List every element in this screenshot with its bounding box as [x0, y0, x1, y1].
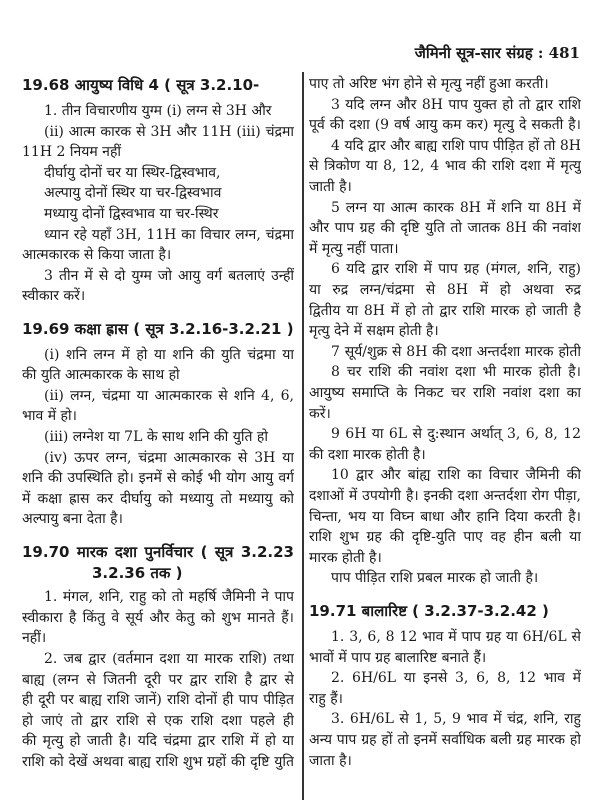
text-line: 1. तीन विचारणीय युग्म (i) लग्न से 3H और — [44, 103, 272, 119]
section-heading-19-71: 19.71 बालारिष्ट ( 3.2.37-3.2.42 ) — [309, 602, 549, 620]
text-line: (iv) ऊपर लग्न, चंद्रमा आत्मकारक से 3H या — [44, 450, 294, 466]
text-line: बाह्य (लग्न से जितनी दूरी पर द्वार राशि है द्वार से — [22, 672, 294, 688]
text-line: 3 तीन में से दो युग्म जो आयु वर्ग बतलाएं उन्हीं — [44, 268, 294, 284]
text-line: अल्पायु बना देता है। — [22, 511, 123, 527]
text-line: ध्यान रहे यहाँ 3H, 11H का विचार लग्न, चंद्रमा — [44, 227, 294, 243]
text-line: 11H 2 नियम नहीं — [22, 144, 121, 160]
text-line: भाव में हो। — [22, 408, 77, 424]
text-line: राहु हैं। — [309, 691, 343, 707]
text-line: राशि शुभ ग्रह की दृष्टि-युति पाए वह हीन बली या — [309, 529, 581, 545]
text-line: मारक होती है। — [309, 550, 382, 566]
text-line: आत्मकारक से किया जाता है। — [22, 247, 172, 263]
text-line: में कक्षा ह्रास कर दीर्घायु को मध्यायु तो मध्यायु को — [22, 491, 294, 507]
text-line: (ii) लग्न, चंद्रमा या आत्मकारक से शनि 4, 6, — [44, 388, 294, 404]
section-heading-19-70: 19.70 मारक दशा पुनर्विचार ( सूत्र 3.2.23 — [22, 543, 294, 561]
text-line: शनि की उपस्थिति हो। इनमें से कोई भी योग आयु वर्ग — [22, 470, 294, 486]
text-line: स्वीकार करें। — [22, 288, 86, 304]
text-line: की दशा मारक होती है। — [309, 447, 426, 463]
text-line: 8 चर राशि की नवांश दशा भी मारक होती है। — [331, 364, 581, 380]
text-line: हो जाएं तो द्वार राशि से एक राशि दशा पहले ही — [22, 713, 294, 729]
text-line: 7 सूर्य/शुक्र से 8H की दशा अन्तर्दशा मारक होती — [331, 344, 581, 360]
running-header: जैमिनी सूत्र-सार संग्रह : 481 — [414, 44, 580, 62]
section-heading-19-70-cont: 3.2.36 तक ) — [92, 564, 183, 582]
text-line: से त्रिकोण या 8, 12, 4 भाव की राशि दशा में मृत्यु — [309, 158, 581, 174]
text-line: जाती है। — [309, 179, 352, 195]
text-line: 5 लग्न या आत्म कारक 8H में शनि या 8H में — [331, 200, 581, 216]
text-line: और पाप ग्रह की दृष्टि युति तो जातक 8H की नवांश — [309, 220, 581, 236]
text-line: पाए तो अरिष्ट भंग होने से मृत्यु नहीं हुआ करती। — [309, 76, 549, 92]
text-line: 9 6H या 6L से दु:स्थान अर्थात् 3, 6, 8, 12 — [331, 426, 581, 442]
text-line: स्वीकारा है किंतु वे सूर्य और केतु को शुभ मानते हैं। — [22, 610, 294, 626]
text-line: भावों में पाप ग्रह बालारिष्ट बनाते हैं। — [309, 650, 487, 666]
section-heading-19-69: 19.69 कक्षा ह्रास ( सूत्र 3.2.16-3.2.21 ) — [22, 320, 294, 338]
text-line: राशि को देखें अथवा बाह्य राशि शुभ ग्रहों की दृष्टि युति — [22, 754, 294, 770]
text-line: 3. 6H/6L से 1, 5, 9 भाव में चंद्र, शनि, राहु — [331, 711, 581, 727]
text-line: में मृत्यु नहीं पाता। — [309, 241, 399, 257]
text-line: 2. जब द्वार (वर्तमान दशा या मारक राशि) तथा — [44, 651, 294, 667]
text-line: पाप पीड़ित राशि प्रबल मारक हो जाती है। — [331, 570, 539, 586]
text-line: आयुष्य समाप्ति के निकट चर राशि नवांश दशा का — [309, 385, 581, 401]
text-line: 10 द्वार और बांह्य राशि का विचार जैमिनी की — [331, 467, 581, 483]
text-line: अल्पायु दोनों स्थिर या चर-द्विस्वभाव — [44, 185, 222, 201]
text-line: 4 यदि द्वार और बाह्य राशि पाप पीड़ित हों तो 8H — [331, 138, 581, 154]
text-line: अन्य पाप ग्रह हों तो इनमें सर्वाधिक बली ग्रह मारक हो — [309, 732, 581, 748]
text-line: दीर्घायु दोनों चर या स्थिर-द्विस्वभाव, — [44, 165, 221, 181]
text-line: करें। — [309, 406, 331, 422]
text-line: द्वितीय या 8H में हो तो द्वार राशि मारक हो जाती है — [309, 303, 581, 319]
section-heading-19-68: 19.68 आयुष्य विधि 4 ( सूत्र 3.2.10- — [22, 76, 260, 94]
text-line: 2. 6H/6L या इनसे 3, 6, 8, 12 भाव में — [331, 670, 581, 686]
text-line: मध्यायु दोनों द्विस्वभाव या चर-स्थिर — [44, 206, 219, 222]
text-line: ही दूरी पर बाह्य राशि जानें) राशि दोनों ही पाप पीड़ित — [22, 692, 294, 708]
column-divider — [302, 72, 304, 800]
text-line: 3 यदि लग्न और 8H पाप युक्त हो तो द्वार राशि — [331, 97, 581, 113]
text-line: नहीं। — [22, 630, 47, 646]
text-line: मृत्यु देने में सक्षम होती है। — [309, 323, 439, 339]
text-line: की मृत्यु हो जाती है। यदि चंद्रमा द्वार राशि में हो या — [22, 733, 294, 749]
text-line: 1. 3, 6, 8 12 भाव में पाप ग्रह या 6H/6L से — [331, 629, 581, 645]
text-line: चिन्ता, भय या विघ्न बाधा और हानि दिया करती है। — [309, 509, 581, 525]
text-line: 6 यदि द्वार राशि में पाप ग्रह (मंगल, शनि, राहु) — [331, 261, 581, 277]
text-line: जाता है। — [309, 753, 352, 769]
text-line: 1. मंगल, शनि, राहु को तो महर्षि जैमिनी ने पाप — [44, 589, 294, 605]
text-line: (i) शनि लग्न में हो या शनि की युति चंद्रमा या — [44, 347, 294, 363]
text-line: (iii) लग्नेश या 7L के साथ शनि की युति हो — [44, 429, 268, 445]
text-line: की युति आत्मकारक के साथ हो — [22, 367, 180, 383]
text-line: पूर्व की दशा (9 वर्ष आयु कम कर) मृत्यु दे सकती है। — [309, 117, 581, 133]
text-line: दशाओं में उपयोगी है। इनकी दशा अन्तर्दशा रोग पीड़ा, — [309, 488, 581, 504]
text-line: (ii) आत्म कारक से 3H और 11H (iii) चंद्रमा — [44, 124, 294, 140]
text-line: या रुद्र लग्न/चंद्रमा से 8H में हो अथवा रुद्र — [309, 282, 581, 298]
